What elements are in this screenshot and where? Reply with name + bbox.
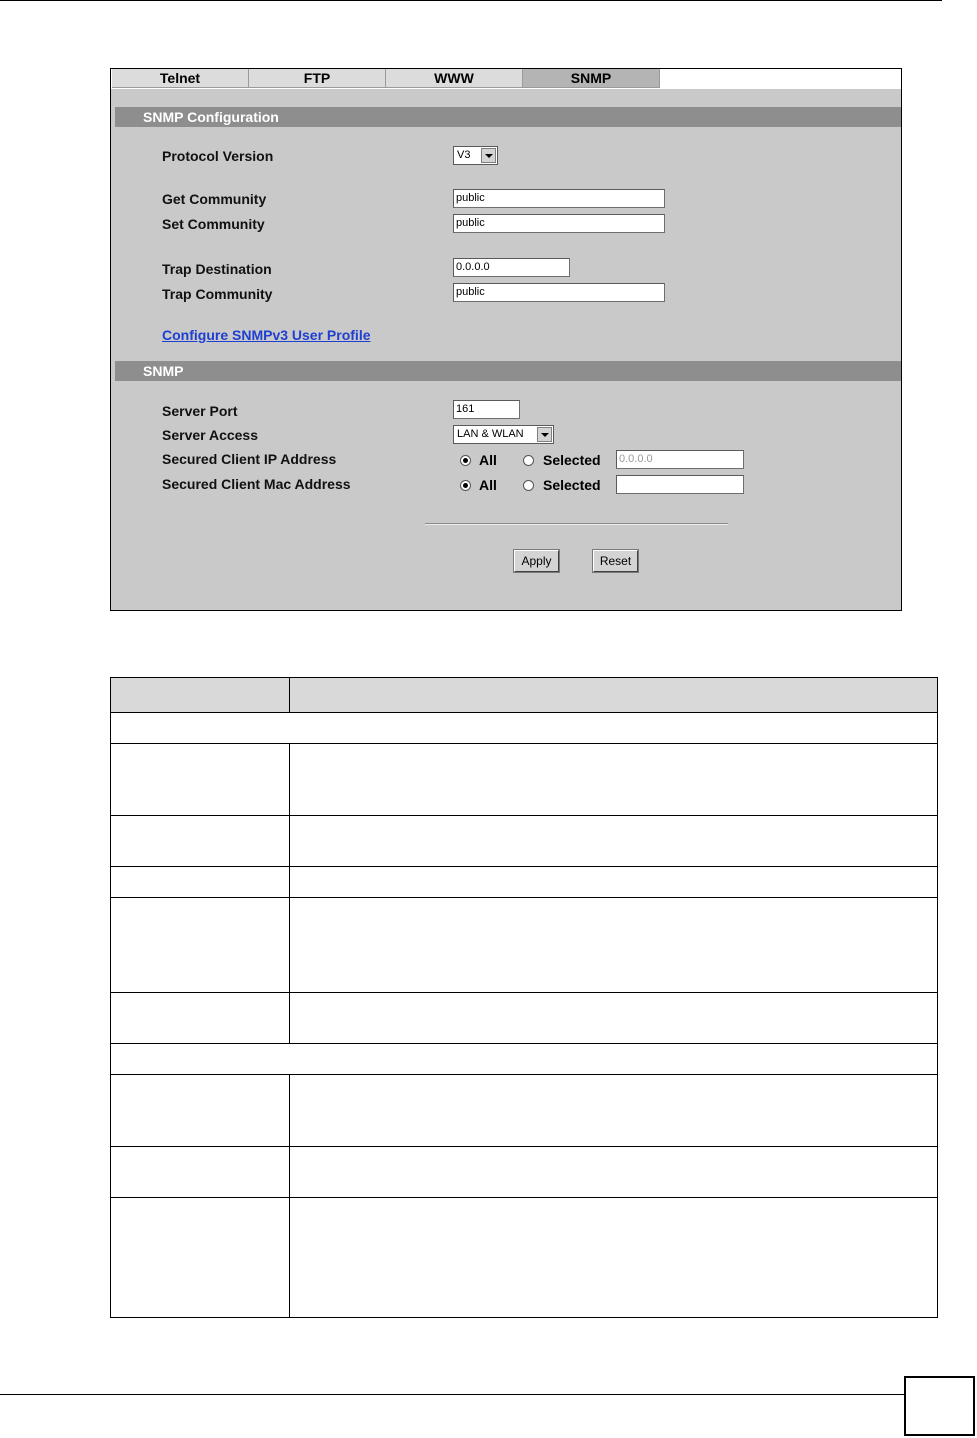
table-row — [111, 1147, 938, 1198]
secured-mac-input[interactable] — [616, 475, 744, 494]
snmp-screen — [110, 68, 902, 611]
configure-snmpv3-user-profile-link[interactable]: Configure SNMPv3 User Profile — [162, 327, 371, 343]
table-cell — [290, 1147, 938, 1198]
table-cell — [111, 867, 290, 898]
secured-mac-all-label: All — [479, 477, 497, 493]
chevron-down-icon — [481, 148, 496, 163]
table-row — [111, 1198, 938, 1318]
table-cell — [111, 1044, 938, 1075]
table-header-row — [111, 678, 938, 713]
tab-ftp[interactable]: FTP — [249, 69, 386, 88]
table-section-row — [111, 713, 938, 744]
secured-ip-selected-label: Selected — [543, 452, 601, 468]
protocol-version-select[interactable] — [453, 146, 498, 165]
tab-telnet[interactable]: Telnet — [112, 69, 249, 88]
table-cell — [111, 1147, 290, 1198]
secured-ip-input[interactable]: 0.0.0.0 — [616, 450, 744, 469]
footer-rule — [0, 1394, 904, 1395]
secured-mac-selected-radio[interactable] — [523, 480, 534, 491]
table-cell — [290, 993, 938, 1044]
server-access-label: Server Access — [162, 427, 259, 443]
secured-ip-label: Secured Client IP Address — [162, 451, 337, 467]
description-table — [110, 677, 938, 1318]
get-community-label: Get Community — [162, 191, 267, 207]
tab-bar — [111, 69, 901, 89]
table-cell — [111, 898, 290, 993]
header-rule — [0, 0, 942, 1]
section-snmp: SNMP — [115, 361, 901, 381]
table-row — [111, 1075, 938, 1147]
secured-mac-selected-label: Selected — [543, 477, 601, 493]
server-access-value: LAN & WLAN — [457, 428, 524, 440]
tab-www[interactable]: WWW — [386, 69, 523, 88]
table-cell — [290, 898, 938, 993]
page-number-box — [904, 1376, 975, 1436]
tab-snmp[interactable]: SNMP — [523, 69, 660, 88]
table-section-row — [111, 1044, 938, 1075]
table-header-cell — [290, 678, 938, 713]
table-cell — [290, 1075, 938, 1147]
table-cell — [111, 1075, 290, 1147]
server-port-input[interactable]: 161 — [453, 400, 520, 419]
table-cell — [111, 1198, 290, 1318]
apply-button[interactable]: Apply — [514, 550, 559, 572]
table-cell — [111, 816, 290, 867]
trap-community-label: Trap Community — [162, 286, 273, 302]
table-cell — [111, 993, 290, 1044]
table-header-cell — [111, 678, 290, 713]
protocol-version-value: V3 — [457, 149, 471, 161]
secured-ip-all-radio[interactable] — [460, 455, 471, 466]
table-row — [111, 898, 938, 993]
table-row — [111, 993, 938, 1044]
reset-button[interactable]: Reset — [593, 550, 638, 572]
secured-ip-selected-radio[interactable] — [523, 455, 534, 466]
table-cell — [111, 713, 938, 744]
secured-ip-all-label: All — [479, 452, 497, 468]
trap-community-input[interactable]: public — [453, 283, 665, 302]
server-port-label: Server Port — [162, 403, 238, 419]
table-cell — [290, 744, 938, 816]
table-cell — [111, 744, 290, 816]
secured-mac-label: Secured Client Mac Address — [162, 476, 351, 492]
table-cell — [290, 1198, 938, 1318]
server-access-select[interactable] — [453, 425, 554, 444]
section-snmp-configuration: SNMP Configuration — [115, 107, 901, 127]
table-cell — [290, 816, 938, 867]
protocol-version-label: Protocol Version — [162, 148, 274, 164]
table-cell — [290, 867, 938, 898]
trap-destination-input[interactable]: 0.0.0.0 — [453, 258, 570, 277]
get-community-input[interactable]: public — [453, 189, 665, 208]
secured-mac-all-radio[interactable] — [460, 480, 471, 491]
table-row — [111, 816, 938, 867]
set-community-input[interactable]: public — [453, 214, 665, 233]
set-community-label: Set Community — [162, 216, 265, 232]
trap-destination-label: Trap Destination — [162, 261, 272, 277]
table-row — [111, 867, 938, 898]
divider — [425, 523, 728, 525]
table-row — [111, 744, 938, 816]
chevron-down-icon — [537, 427, 552, 442]
